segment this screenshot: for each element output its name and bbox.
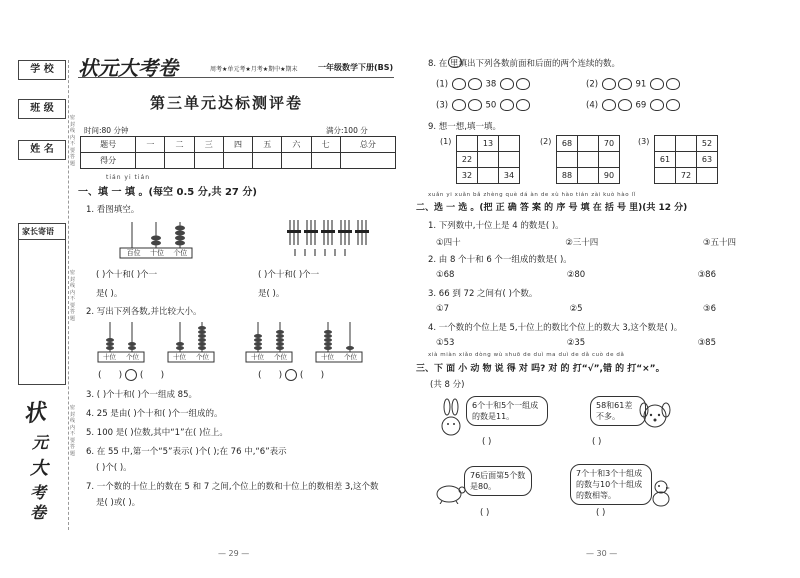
number-grid-1[interactable] [456,135,520,184]
class-label: 班 级 [30,103,54,114]
grid-cell[interactable] [655,168,676,184]
grid-cell[interactable]: 52 [697,136,718,152]
apple-blank-icon[interactable] [602,78,616,90]
score-cell: 六 [282,137,311,153]
grid-cell[interactable]: 70 [599,136,620,152]
name-label: 姓 名 [30,144,54,155]
s2-q4-text[interactable]: 4. 一个数的个位上是 5,十位上的数比个位上的数大 3,这个数是( )。 [428,323,683,333]
speech-bubble-2: 58和61差不多。 [590,396,646,426]
grid-cell[interactable] [676,136,697,152]
grid-cell[interactable]: 63 [697,152,718,168]
answer-3[interactable]: ( ) [480,508,490,518]
score-cell: 一 [136,137,165,153]
q1-text: 1. 看图填空。 [86,205,140,215]
school-field [18,60,66,80]
score-table-score-row [81,153,396,169]
option[interactable]: ③86 [697,270,716,280]
seal-text-b: 密封线内不要答题 [70,270,76,322]
grid-cell[interactable] [499,136,520,152]
q6-text[interactable]: 6. 在 55 中,第一个“5”表示( )个( );在 76 中,“6”表示 [86,447,287,457]
score-cell: 题号 [81,137,136,153]
place-label: 十位 [251,353,264,361]
answer-2[interactable]: ( ) [592,437,602,447]
place-label: 个位 [126,353,139,361]
svg-text:考: 考 [30,483,47,502]
q8-text: 8. 在 里填出下列各数前面和后面的两个连续的数。 [428,59,621,69]
q8-row-4[interactable] [586,99,681,111]
option[interactable]: ③85 [697,338,716,348]
svg-text:大: 大 [30,458,48,479]
grid-cell[interactable]: 72 [676,168,697,184]
svg-text:卷: 卷 [30,503,47,520]
svg-text:元: 元 [32,433,49,452]
header-logo: 状元大考卷 [78,56,178,80]
grid-cell[interactable]: 90 [599,168,620,184]
apple-blank-icon[interactable] [468,78,482,90]
apple-blank-icon[interactable] [452,99,466,111]
place-label: 十位 [321,353,334,361]
speech-bubble-3: 76后面第5个数是80。 [464,466,532,496]
q7-text-cont[interactable]: 是( )或( )。 [96,498,141,508]
section1-pinyin: tián yi tián [106,174,151,181]
score-input[interactable] [340,153,395,169]
compare-circle-icon[interactable] [125,369,137,381]
score-input[interactable] [282,153,311,169]
apple-blank-icon[interactable] [666,78,680,90]
dog-icon [638,398,672,434]
grid-cell[interactable]: 32 [457,168,478,184]
score-cell: 得分 [81,153,136,169]
answer-1[interactable]: ( ) [482,437,492,447]
place-label: 百位 [126,249,141,257]
seal-text-c: 密封线内不要答题 [70,405,76,457]
option[interactable]: ①53 [436,338,455,348]
chick-icon [648,478,674,508]
option[interactable]: ①7 [436,304,450,314]
grid-label-3: (3) [638,137,650,146]
q1-answer-a2[interactable]: 是( )。 [96,289,123,299]
option[interactable]: ②三十四 [565,238,599,248]
number-grid-2[interactable] [556,135,620,184]
class-field [18,99,66,119]
score-cell: 五 [253,137,282,153]
q8-row-2[interactable] [586,78,681,90]
q8-label: (1) [436,79,449,90]
parent-note-box [18,223,66,385]
score-table-header-row [81,137,396,153]
compare-labels-3 [246,352,292,361]
sidebar-logo-icon [20,400,60,520]
grid-cell[interactable] [578,152,599,168]
place-label: 个位 [344,353,357,361]
place-label: 十位 [149,249,164,257]
answer-4[interactable]: ( ) [596,508,606,518]
s2-q2-options[interactable] [436,270,716,280]
apple-blank-icon[interactable] [500,78,514,90]
grid-cell[interactable]: 88 [557,168,578,184]
option[interactable]: ②5 [569,304,583,314]
q7-text[interactable]: 7. 一个数的十位上的数在 5 和 7 之间,个位上的数和十位上的数相差 3,这个数 [86,482,379,492]
apple-blank-icon[interactable] [516,78,530,90]
speech-bubble-1: 6个十和5个一组成的数是11。 [466,396,548,426]
q8-number: 50 [485,100,497,111]
q8-row-1[interactable] [436,78,531,90]
apple-blank-icon[interactable] [650,99,664,111]
page-number-right: — 30 — [586,549,618,558]
score-input[interactable] [311,153,340,169]
score-cell: 七 [311,137,340,153]
option[interactable]: ③6 [702,304,716,314]
q1-answer-a1[interactable]: ( )个十和( )个一 [96,270,158,280]
grid-cell[interactable] [697,168,718,184]
grid-cell[interactable] [478,152,499,168]
speech-bubble-4: 7个十和3个十组成的数与10个十组成的数相等。 [570,464,652,505]
compare-circle-icon[interactable] [285,369,297,381]
q8-number: 69 [635,100,647,111]
option[interactable]: ③五十四 [702,238,736,248]
name-field [18,140,66,160]
grid-cell[interactable]: 68 [557,136,578,152]
q4-text[interactable]: 4. 25 是由( )个十和( )个一组成的。 [86,409,223,419]
grid-cell[interactable] [655,136,676,152]
compare-labels-4 [316,352,362,361]
score-cell: 二 [165,137,194,153]
place-label: 十位 [103,353,116,361]
grid-cell[interactable] [557,152,578,168]
apple-blank-icon[interactable] [602,99,616,111]
grid-cell[interactable]: 22 [457,152,478,168]
stick-bundles-icon [285,215,375,257]
s2-q2-text[interactable]: 2. 由 8 个十和 6 个一组成的数是( )。 [428,255,572,265]
q5-text[interactable]: 5. 100 是( )位数,其中“1”在( )位上。 [86,428,228,438]
section3-pinyin: xià miàn xiǎo dòng wù shuō de duì ma duì de dǎ cuò de dǎ [428,352,625,358]
seal-text-a: 密封线内不要答题 [70,115,76,167]
exam-series: 周考★单元考★月考★期中★期末 [210,66,298,73]
grid-cell[interactable] [599,152,620,168]
time-label: 时间:80 分钟 [84,126,129,135]
option[interactable]: ②80 [566,270,586,280]
page-number-left: — 29 — [218,549,250,558]
section3-title: 三、下 面 小 动 物 说 得 对 吗? 对 的 打“√”,错 的 打“×”。 [416,364,665,374]
q8-label: (3) [436,100,449,111]
score-cell: 总分 [340,137,395,153]
place-label: 十位 [173,353,186,361]
place-label: 个位 [173,249,188,257]
svg-text:状: 状 [21,400,48,428]
apple-blank-icon[interactable] [618,99,632,111]
apple-blank-icon[interactable] [618,78,632,90]
full-score-label: 满分:100 分 [326,126,368,135]
compare-labels-1 [98,352,144,361]
compare-answers-left[interactable]: ( ) ( ) [98,370,165,381]
apple-icon [448,56,462,68]
apple-blank-icon[interactable] [452,78,466,90]
s2-q1-options[interactable] [436,236,736,248]
seal-line [68,60,69,530]
grid-label-1: (1) [440,137,452,146]
grade-label: 一年级数学下册(BS) [318,63,394,72]
grid-label-2: (2) [540,137,552,146]
score-input[interactable] [223,153,252,169]
grid-cell[interactable]: 13 [478,136,499,152]
q8-row-3[interactable] [436,99,531,111]
score-input[interactable] [253,153,282,169]
compare-labels-2 [168,352,214,361]
q3-text[interactable]: 3. ( )个十和( )个一组成 85。 [86,390,197,400]
q2-text: 2. 写出下列各数,并比较大小。 [86,307,202,317]
page-title: 第三单元达标测评卷 [150,94,304,112]
rabbit-icon [436,398,466,438]
score-cell: 四 [223,137,252,153]
s2-q1-text[interactable]: 1. 下列数中,十位上是 4 的数是( )。 [428,221,564,231]
grid-cell[interactable] [676,152,697,168]
option[interactable]: ①68 [436,270,455,280]
apple-blank-icon[interactable] [650,78,664,90]
grid-cell[interactable] [478,168,499,184]
option[interactable]: ①四十 [436,238,461,248]
s2-q3-text[interactable]: 3. 66 到 72 之间有( )个数。 [428,289,538,299]
score-input[interactable] [136,153,165,169]
header-rule [78,77,394,78]
section1-title: 一、填 一 填 。(每空 0.5 分,共 27 分) [78,187,257,198]
sidebar-logo [20,400,60,520]
s2-q4-options[interactable] [436,338,716,348]
section2-pinyin: xuǎn yi xuǎn bǎ zhèng què dá àn de xù hào tián zài kuò hào lǐ [428,192,636,198]
grid-cell[interactable] [578,136,599,152]
place-label: 个位 [274,353,287,361]
number-grid-3[interactable] [654,135,718,184]
q1-answer-b1[interactable]: ( )个十和( )个一 [258,270,320,280]
parent-note-label: 家长寄语 [19,224,65,240]
s2-q3-options[interactable] [436,304,716,314]
q8-number: 91 [635,79,647,90]
grid-cell[interactable]: 34 [499,168,520,184]
q8-label: (2) [586,79,599,90]
q8-label: (4) [586,100,599,111]
grid-cell[interactable]: 61 [655,152,676,168]
school-label: 学 校 [30,64,54,75]
apple-blank-icon[interactable] [516,99,530,111]
grid-cell[interactable] [578,168,599,184]
score-input[interactable] [165,153,194,169]
apple-blank-icon[interactable] [500,99,514,111]
score-table [80,136,396,169]
score-input[interactable] [194,153,223,169]
abacus-1-labels [122,248,192,258]
score-cell: 三 [194,137,223,153]
apple-blank-icon[interactable] [666,99,680,111]
grid-cell[interactable] [499,152,520,168]
q8-number: 38 [485,79,497,90]
section2-title: 二、选 一 选 。(把 正 确 答 案 的 序 号 填 在 括 号 里)(共 12 分) [416,203,688,213]
section3-points: (共 8 分) [430,380,465,390]
q9-text: 9. 想一想,填一填。 [428,122,502,132]
place-label: 个位 [196,353,209,361]
turtle-icon [432,480,466,504]
compare-answers-right[interactable]: ( ) ( ) [258,370,325,381]
option[interactable]: ②35 [566,338,586,348]
apple-blank-icon[interactable] [468,99,482,111]
q1-answer-b2[interactable]: 是( )。 [258,289,285,299]
grid-cell[interactable] [457,136,478,152]
q6-text-cont[interactable]: ( )个( )。 [96,463,132,473]
